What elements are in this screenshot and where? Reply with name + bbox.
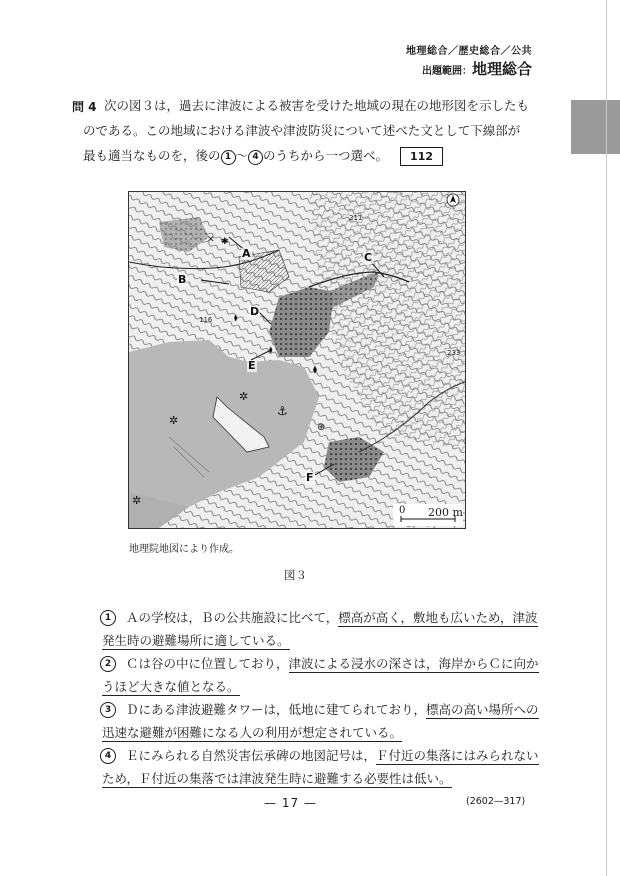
header-scope — [422, 58, 532, 79]
choice-3-number: 3 — [100, 702, 116, 718]
choice-ref-1: 1 — [221, 150, 236, 165]
question-stem-line1: 次の図３は，過去に津波による被害を受けた地域の現在の地形図を示したも — [104, 98, 530, 113]
map-label-b: B — [178, 273, 187, 286]
monument-icon-3: ⧫ — [313, 365, 317, 374]
elevation-233: 233 — [447, 349, 461, 357]
choice-4-underlined-b: ため，Ｆ付近の集落では津波発生時に避難する必要性は低い。 — [102, 771, 452, 786]
monument-icon: ⧫ — [234, 314, 238, 322]
choice-3-underlined-a: 標高の高い場所への — [426, 702, 539, 717]
page-number: — 17 — — [264, 796, 317, 810]
choice-1-underlined-b: 発生時の避難場所に適している。 — [102, 633, 290, 648]
police-icon: ✱ — [221, 237, 229, 247]
lighthouse-icon-2: ✲ — [132, 494, 142, 507]
answer-number-box: 112 — [400, 147, 443, 166]
stem-text-b: のうちから一つ選べ。 — [263, 148, 389, 163]
monument-icon-2: ⧫ — [269, 346, 273, 354]
school-icon: ✕ — [207, 235, 215, 245]
choice-3-underlined-b: 迅速な避難が困難になる人の利用が想定されている。 — [102, 725, 403, 740]
scope-label: 出題範囲： — [421, 66, 472, 77]
section-tab — [571, 100, 620, 154]
question-stem-line2: のである。この地域における津波や津波防災について述べた文として下線部が — [83, 123, 521, 138]
page-edge-rule — [606, 0, 607, 876]
elevation-116: 116 — [199, 316, 213, 324]
choice-2-text: Ｃは谷の中に位置しており， — [126, 656, 289, 671]
choice-1-underlined-a: 標高が高く，敷地も広いため，津波 — [338, 610, 538, 625]
exam-code: (2602—317) — [466, 796, 526, 807]
map-label-c: C — [364, 251, 373, 264]
map-graphic — [129, 192, 465, 528]
choice-3-text: Ｄにある津波避難タワーは，低地に建てられており， — [126, 702, 427, 717]
stem-text-a: 最も適当なものを，後の — [83, 148, 221, 163]
choice-2-number: 2 — [100, 656, 116, 672]
stem-tilde: ～ — [235, 148, 249, 163]
question-stem-line3 — [83, 143, 443, 168]
choice-4-underlined-a: Ｆ付近の集落にはみられない — [376, 748, 539, 763]
header-subjects: 地理総合／歴史総合／公共 — [406, 46, 532, 57]
harbor-anchor-icon: ⚓ — [277, 404, 288, 418]
choice-4-text: Ｅにみられる自然災害伝承碑の地図記号は， — [126, 748, 377, 763]
map-label-e: E — [248, 359, 256, 372]
scale-label: 200 m — [428, 506, 463, 519]
lighthouse-icon: ✲ — [239, 390, 249, 403]
scale-zero: 0 — [399, 505, 406, 516]
map-label-a: A — [242, 247, 251, 260]
map-label-d: D — [250, 305, 260, 318]
scope-value: 地理総合 — [471, 60, 532, 78]
question-number: 問 4 — [72, 100, 97, 114]
choice-4-number: 4 — [100, 748, 116, 764]
choice-ref-4: 4 — [248, 150, 263, 165]
choice-1-text: Ａの学校は，Ｂの公共施設に比べて， — [126, 610, 339, 625]
post-office-icon: ⊕ — [317, 422, 326, 433]
choice-2-underlined-b: うほど大きな値となる。 — [102, 679, 240, 694]
topographic-map — [128, 191, 466, 529]
figure-caption: 図３ — [284, 568, 307, 582]
map-source-note: 地理院地図により作成。 — [129, 544, 239, 555]
choice-1-number: 1 — [100, 610, 116, 626]
buoy-icon: ✲ — [169, 414, 179, 427]
elevation-211: 211 — [349, 214, 363, 222]
choice-2-underlined-a: 津波による浸水の深さは，海岸からＣに向か — [288, 656, 539, 671]
map-label-f: F — [306, 471, 314, 484]
